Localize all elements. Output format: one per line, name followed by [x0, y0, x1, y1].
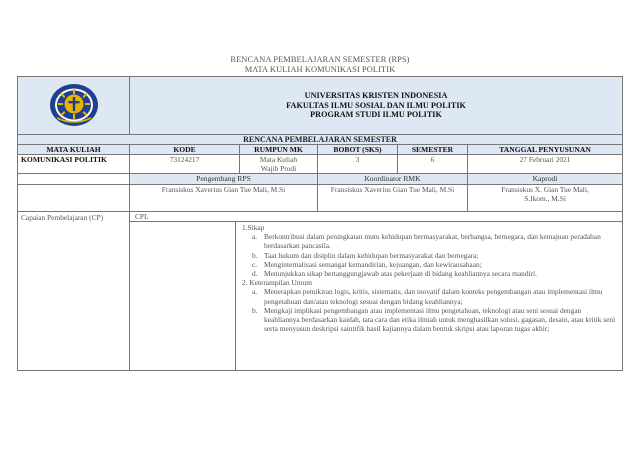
section-title: RENCANA PEMBELAJARAN SEMESTER: [18, 135, 623, 145]
list-item: d. Menunjukkan sikap bertanggungjawab atas pekerjaan di bidang keahliannya secara mandiri.: [252, 269, 537, 279]
header-semester: SEMESTER: [398, 145, 468, 155]
list-item: c. Menginternalisasi semangat kemandirian, kejuangan, dan kewirausahaan;: [252, 259, 482, 269]
value-kode: 73124217: [130, 155, 240, 174]
faculty-name: FAKULTAS ILMU SOSIAL DAN ILMU POLITIK: [286, 100, 466, 110]
document-subtitle: MATA KULIAH KOMUNIKASI POLITIK: [244, 65, 396, 74]
value-kaprodi: Fransiskus X. Gian Tue Mali, S.Ikom., M.Si: [468, 185, 623, 212]
program-name: PROGRAM STUDI ILMU POLITIK: [310, 110, 442, 120]
header-bobot: BOBOT (SKS): [318, 145, 398, 155]
course-values-row: [18, 155, 623, 174]
course-header-row: [18, 145, 623, 155]
list-item: a. Berkontribusi dalam peningkatan mutu kehidupan bermasyarakat, berbangsa, bernegara, dan kemajuan peradaban berdasarkan pancasila.: [252, 232, 601, 251]
header-kode: KODE: [130, 145, 240, 155]
cp-indent-column: [130, 222, 236, 370]
list-item: b. Mengkaji implikasi pengembangan atau implementasi ilmu pengetahuan, teknologi atau seni sesuai dengan keahliannya berdasarkan kaidah, tata cara dan etika ilmiah untuk menghasilkan solusi, gagasan, desain, atau kritik seni serta menyusun deskripsi saintifik hasil kajiannya dalam bentuk skripsi atau laporan tugas akhir;: [252, 305, 616, 334]
university-name: UNIVERSITAS KRISTEN INDONESIA: [304, 91, 448, 101]
header-kaprodi: Kaprodi: [468, 174, 623, 185]
header-tanggal: TANGGAL PENYUSUNAN: [468, 145, 623, 155]
value-pengembang: Fransiskus Xaverius Gian Tue Mali, M.Si: [130, 185, 318, 212]
document-title: RENCANA PEMBELAJARAN SEMESTER (RPS): [230, 55, 410, 64]
value-koordinator: Fransiskus Xaverius Gian Tue Mali, M.Si: [318, 185, 468, 212]
group-sikap-title: 1.Sikap: [242, 223, 265, 232]
roles-spacer: [18, 174, 130, 185]
cp-list: [236, 222, 622, 370]
roles-spacer-value: [18, 185, 130, 212]
list-item: b. Taat hukum dan disiplin dalam kehidupan bermasyarakat dan bernegara;: [252, 250, 479, 260]
cp-content-cell: [130, 222, 623, 371]
header-pengembang: Pengembang RPS: [130, 174, 318, 185]
section-title-row: [18, 135, 623, 145]
roles-header-row: [18, 174, 623, 185]
value-semester: 6: [398, 155, 468, 174]
roles-values-row: [18, 185, 623, 212]
header-koordinator: Koordinator RMK: [318, 174, 468, 185]
cp-label: Capaian Pembelajaran (CP): [18, 212, 130, 371]
institution-header: [130, 77, 623, 135]
cpl-row: [18, 212, 623, 222]
value-mata-kuliah: KOMUNIKASI POLITIK: [18, 155, 130, 174]
group-keterampilan-title: 2. Keterampilan Umum: [242, 278, 312, 288]
value-bobot: 3: [318, 155, 398, 174]
header-rumpun-mk: RUMPUN MK: [240, 145, 318, 155]
logo-cell: [18, 77, 130, 135]
institution-row: [18, 77, 623, 135]
header-mata-kuliah: MATA KULIAH: [18, 145, 130, 155]
cpl-label: CPL: [130, 212, 623, 222]
value-tanggal: 27 Februari 2021: [468, 155, 623, 174]
rps-table: [17, 76, 623, 371]
list-item: a. Menerapkan pemikiran logis, kritis, sistematis, dan inovatif dalam konteks pengembangan atau implementasi ilmu pengetahuan dan/atau teknologi sesuai dengan bidang keahliannya;: [252, 287, 603, 306]
value-rumpun-mk: Mata Kuliah Wajib Prodi: [240, 155, 318, 174]
uki-logo-icon: [48, 82, 100, 128]
